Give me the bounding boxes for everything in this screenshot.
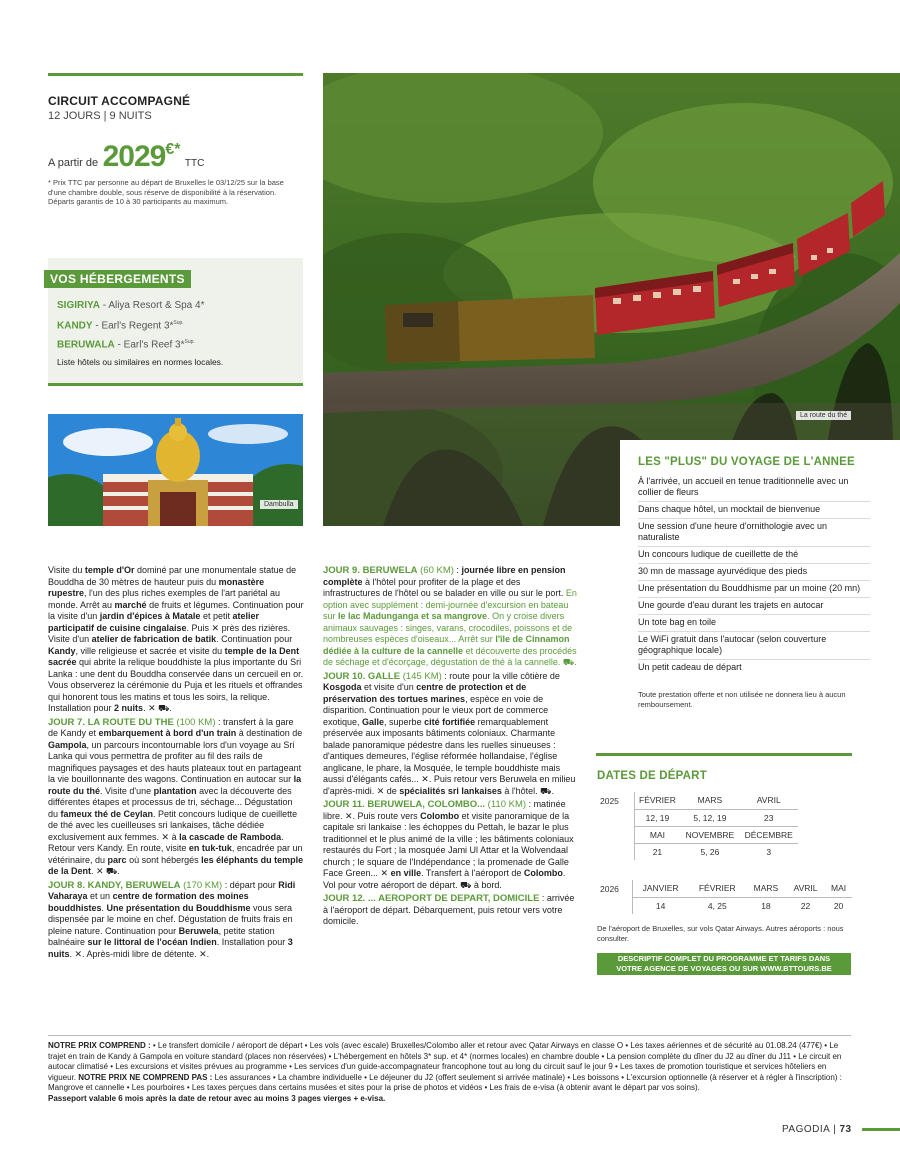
- plus-item: Un petit cadeau de départ: [638, 662, 742, 672]
- dates-table-2025: [598, 792, 798, 860]
- day-12-paragraph: JOUR 12. ... AEROPORT DE DEPART, DOMICILE : arrivée à l'aéroport de départ. Débarquement, puis retour vers votre domicile.: [323, 893, 575, 926]
- day-8-heading: JOUR 8. KANDY, BERUWELA (170 KM): [48, 879, 223, 891]
- date-month: MARS: [746, 880, 786, 897]
- plus-item: Un concours ludique de cueillette de thé: [638, 547, 870, 564]
- date-month: MARS: [680, 792, 739, 809]
- hebergement-hotel: - Aliya Resort & Spa 4*: [99, 300, 205, 311]
- plus-item: Une session d'une heure d'ornithologie avec un naturaliste: [638, 519, 870, 547]
- plus-item: Le WiFi gratuit dans l'autocar (selon couverture géographique locale): [638, 632, 870, 660]
- dates-note: De l'aéroport de Bruxelles, sur vols Qatar Airways. Autres aéroports : nous consulter.: [597, 924, 844, 943]
- date-days: 18: [761, 900, 771, 911]
- date-days: 5, 26: [700, 846, 720, 857]
- dates-year: 2026: [600, 883, 619, 894]
- hebergements-title: VOS HÉBERGEMENTS: [44, 270, 191, 288]
- day-10-paragraph: JOUR 10. GALLE (145 KM) : route pour la ville côtière de Kosgoda et visite d'un centre de protection et de préservation des tortues marines, espèce en voie de disparition. Continuation pour le vieux port de commerce exotique, Galle, superbe cité fortifiée remarquablement préservée aux imposants bâtiments coloniaux. Charmante balade panoramique pédestre dans les ruelles sinueuses : d'antiques demeures, l'église réformée hollandaise, l'église anglicane, le phare, la Mosquée, le temple bouddhiste mais aussi d'élégants cafés... ✕. Puis retour vers Beruwela en milieu d'après-midi. ✕ de spécialités sri lankaises à l'hôtel. ⛟.: [323, 670, 576, 796]
- day-11-heading: JOUR 11. BERUWELA, COLOMBO... (110 KM): [323, 799, 527, 810]
- dates-cta-banner[interactable]: [597, 953, 851, 975]
- footer-passport: Passeport valable 6 mois après la date de retour avec au moins 3 pages vierges + e-visa.: [48, 1093, 386, 1103]
- day-9-option: En option avec supplément : demi-journée d'excursion en bateau sur le lac Madunganga et sa mangrove. On y croise divers animaux sauvages : singes, varans, crocodiles, poissons et de nombreuses espèces d'oiseaux... Arrêt sur l'île de Cinnamon dédiée à la culture de la cannelle et découverte des procédés de séchage et d'écorçage, dégustation de thé à la cannelle. ⛟.: [323, 588, 577, 667]
- brand-name: PAGODIA: [782, 1124, 830, 1135]
- dates-cta-line: VOTRE AGENCE DE VOYAGES OU SUR WWW.BTTOURS.BE: [616, 964, 832, 973]
- page-number: 73: [839, 1124, 852, 1135]
- plus-item: Un tote bag en toile: [638, 615, 870, 632]
- plus-item: À l'arrivée, un accueil en tenue traditionnelle avec un collier de fleurs: [638, 474, 870, 502]
- date-month: MAI: [634, 826, 680, 843]
- day-12-heading: JOUR 12. ... AEROPORT DE DEPART, DOMICILE: [323, 893, 540, 904]
- circuit-title: CIRCUIT ACCOMPAGNÉ: [48, 94, 191, 108]
- dates-cta-line: DESCRIPTIF COMPLET DU PROGRAMME ET TARIFS DANS: [617, 954, 831, 963]
- day-9-heading: JOUR 9. BERUWELA (60 KM): [323, 565, 454, 576]
- date-days: 14: [632, 897, 689, 914]
- plus-item: Dans chaque hôtel, un mocktail de bienvenue: [638, 502, 870, 519]
- footer-comprend-label: NOTRE PRIX COMPREND :: [48, 1041, 151, 1050]
- plus-list: [638, 474, 870, 676]
- plus-note: Toute prestation offerte et non utilisée ne donnera lieu à aucun remboursement.: [638, 690, 846, 709]
- page-separator: |: [833, 1124, 837, 1135]
- price-note: * Prix TTC par personne au départ de Bruxelles le 03/12/25 sur la base d'une chambre double, sous réserve de disponibilité à la réservation. Départs garantis de 10 à 30 participants au maximum.: [48, 178, 284, 206]
- dates-title: DATES DE DÉPART: [597, 770, 707, 782]
- hebergement-place: SIGIRIYA: [57, 300, 100, 311]
- dambulla-photo: [48, 414, 303, 526]
- dambulla-caption: Dambulla: [260, 500, 298, 509]
- date-month: AVRIL: [739, 792, 798, 809]
- day-10-heading: JOUR 10. GALLE (145 KM): [323, 670, 442, 682]
- date-days: 12, 19: [634, 809, 680, 826]
- date-days: 4, 25: [707, 900, 727, 911]
- day-7-heading: JOUR 7. LA ROUTE DU THE (100 KM): [48, 716, 216, 728]
- date-month: FÉVRIER: [689, 880, 746, 897]
- footer-comprend-text: • Le transfert domicile / aéroport de départ • Les vols (avec escale) Bruxelles/Colombo aller et retour avec Qatar Airways en classe O • Les taxes aériennes et de sécurité au 01.08.24 (477€) • Le trajet en train de Kandy à Gampola en voiture standard (places non réservées) • L'hébergement en hôtels 3* sup. et 4* (normes locales) en chambre double • La pension complète du dîner du J2 au dîner du J11 • Le circuit en autocar climatisé • Les excursions et visites prévues au programme • Les services d'un guide-accompagnateur francophone tout au long du circuit sauf le jour 9 • Les taxes de promotion touristique et services hôteliers en vigueur.: [48, 1041, 842, 1082]
- plus-item: 30 mn de massage ayurvédique des pieds: [638, 564, 870, 581]
- dates-year: 2025: [600, 795, 619, 806]
- day-7-paragraph: JOUR 7. LA ROUTE DU THE (100 KM) : transfert à la gare de Kandy et embarquement à bord d'un train à destination de Gampola, un parcours incontournable lors d'un voyage au Sri Lanka qui vous permettra de profiter au fil des rails de magnifiques paysages et des hauts plateaux tout en partageant la vie bouillonnante des wagons. Continuation en autocar sur la route du thé. Visite d'une plantation avec la découverte des différentes étapes et processus de tri, séchage... Dégustation du fameux thé de Ceylan. Petit concours ludique de cueillette de thé avec les cueilleuses sri lankaises, tâche dédiée exclusivement aux femmes. ✕ à la cascade de Ramboda. Retour vers Kandy. En route, visite en tuk-tuk, encadrée par un vétérinaire, du parc où sont hébergés les éléphants du temple de la Dent. ✕ ⛟.: [48, 716, 304, 876]
- price-currency: €*: [165, 141, 181, 158]
- circuit-top-rule: [48, 73, 303, 76]
- day-9-paragraph: JOUR 9. BERUWELA (60 KM) : journée libre en pension complète à l'hôtel pour profiter de la plage et des infrastructures de l'hôtel ou se balader en ville ou sur le port. En option avec supplément : demi-journée d'excursion en bateau sur le lac Madunganga et sa mangrove. On y croise divers animaux sauvages : singes, varans, crocodiles, poissons et de nombreuses espèces d'oiseaux... Arrêt sur l'île de Cinnamon dédiée à la culture de la cannelle et découverte des procédés de séchage et d'écorçage, dégustation de thé à la cannelle. ⛟.: [323, 565, 577, 667]
- page-footer-label: [782, 1124, 852, 1135]
- date-month: MAI: [825, 880, 852, 897]
- hebergement-item: [57, 320, 184, 331]
- hebergements-note: Liste hôtels ou similaires en normes locales.: [57, 357, 224, 367]
- main-photo-caption: La route du thé: [796, 411, 851, 420]
- date-days: 5, 12, 19: [680, 809, 739, 826]
- hebergement-hotel: - Earl's Reef 3*: [114, 339, 185, 351]
- date-month: AVRIL: [786, 880, 825, 897]
- itinerary-column-2: [323, 565, 579, 930]
- footer-ne-comprend-label: NOTRE PRIX NE COMPREND PAS :: [78, 1072, 213, 1082]
- footer-conditions: [48, 1041, 852, 1104]
- day-8-paragraph: JOUR 8. KANDY, BERUWELA (170 KM) : départ pour Ridi Vaharaya et un centre de formation des moines bouddhistes. Une présentation du Bouddhisme vous sera dispensée par le moine en chef. Dégustation de fruits frais en pleine nature. Continuation pour Beruwela, petite station balnéaire sur le littoral de l'océan Indien. Installation pour 3 nuits. ✕. Après-midi libre de détente. ✕.: [48, 879, 296, 959]
- circuit-duration: 12 JOURS | 9 NUITS: [48, 110, 152, 122]
- day-6-paragraph: Visite du temple d'Or dominé par une monumentale statue de Bouddha de 30 mètres de hauteur puis du monastère rupestre, l'un des plus riches exemples de l'art pariétal au monde. Arrêt au marché de fruits et légumes. Continuation pour la visite d'un jardin d'épices à Matale et petit atelier participatif de cuisine cingalaise. Puis ✕ près des rizières. Visite d'un atelier de fabrication de batik. Continuation pour Kandy, ville religieuse et sacrée et visite du temple de la Dent sacrée qui abrite la relique bouddhiste la plus importante du Sri Lanka : une dent du Bouddha conservée dans un cercueil en or. Vous observerez la cérémonie du Puja et les rituels et offrandes qui honorent tous les matins et tous les soirs, la relique. Installation pour 2 nuits. ✕ ⛟.: [48, 565, 304, 713]
- date-month: DÉCEMBRE: [739, 826, 798, 843]
- dates-top-rule: [596, 753, 852, 756]
- day-11-paragraph: JOUR 11. BERUWELA, COLOMBO... (110 KM) : matinée libre. ✕. Puis route vers Colombo et visite panoramique de la capitale sri lankaise : les échoppes du Pettah, le bazar le plus traditionnel et le plus animé de la ville ; les bâtiments coloniaux restaurés du Fort ; la mosquée Jami Ul Attar et la Wolvendaal church ; le square de l'Indépendance ; la promenade de Galle Face Green... ✕ en ville. Transfert à l'aéroport de Colombo. Vol pour votre aéroport de départ. ⛟ à bord.: [323, 799, 574, 890]
- footer-rule: [48, 1035, 851, 1036]
- hebergement-item: [57, 300, 204, 311]
- date-month: NOVEMBRE: [680, 826, 739, 843]
- hebergement-place: KANDY: [57, 320, 93, 332]
- price-line: [48, 140, 204, 174]
- price-prefix: A partir de: [48, 157, 99, 169]
- hebergement-item: [57, 339, 195, 350]
- date-days: 20: [833, 900, 844, 911]
- itinerary-column-1: [48, 565, 304, 962]
- page-number-rule: [862, 1128, 900, 1131]
- date-month: FÉVRIER: [634, 792, 680, 809]
- price-value: 2029: [102, 140, 166, 173]
- date-month: JANVIER: [632, 880, 689, 897]
- footer-ne-comprend-text: Les assurances • La chambre individuelle • Le déjeuner du J2 (offert seulement si arrivée matinale) • Les boissons • L'excursion optionnelle (à réserver et à régler à l'inscription) : Mangrove et cannelle • Les pourboires • Les taxes perçues dans certains musées et sites pour la prise de photos et vidéos • Les frais de e-visa (à obtenir avant le départ par vos soins).: [48, 1072, 842, 1092]
- plus-item: Une gourde d'eau durant les trajets en autocar: [638, 598, 870, 615]
- plus-item: Une présentation du Bouddhisme par un moine (20 mn): [638, 581, 870, 598]
- date-days: 23: [739, 809, 798, 826]
- hebergement-sup: Sup.: [173, 320, 184, 326]
- hebergement-sup: Sup.: [184, 339, 195, 345]
- dates-table-2026: [598, 880, 852, 914]
- dambulla-temple-illustration: [48, 414, 303, 526]
- price-suffix: TTC: [184, 158, 205, 169]
- date-days: 3: [766, 846, 772, 857]
- hebergements-bottom-rule: [48, 383, 303, 386]
- date-days: 22: [800, 900, 811, 911]
- hebergement-hotel: - Earl's Regent 3*: [92, 320, 174, 332]
- date-days: 21: [634, 843, 680, 860]
- hebergement-place: BERUWALA: [57, 339, 115, 351]
- plus-title: LES "PLUS" DU VOYAGE DE L'ANNEE: [638, 456, 855, 468]
